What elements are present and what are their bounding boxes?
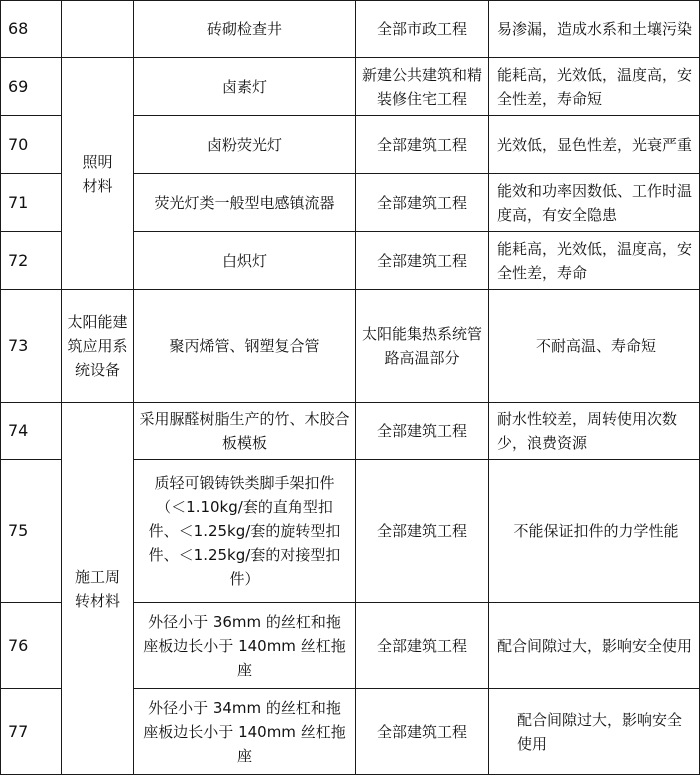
scope-cell: 全部建筑工程	[356, 232, 489, 290]
table-row	[1, 403, 700, 460]
scope-cell: 全部建筑工程	[356, 116, 489, 174]
material-name: 质轻可锻铸铁类脚手架扣件（＜1.10kg/套的直角型扣件、＜1.25kg/套的旋转型扣件、＜1.25kg/套的对接型扣件）	[134, 460, 356, 603]
material-name: 聚丙烯管、钢塑复合管	[134, 290, 356, 403]
material-name: 卤粉荧光灯	[134, 116, 356, 174]
scope-cell: 太阳能集热系统管路高温部分	[356, 290, 489, 403]
row-number: 73	[1, 290, 62, 403]
material-name: 白炽灯	[134, 232, 356, 290]
reason-cell: 不能保证扣件的力学性能	[489, 460, 700, 603]
reason-cell: 配合间隙过大，影响安全使用	[489, 603, 700, 689]
reason-cell: 能效和功率因数低、工作时温度高，有安全隐患	[489, 174, 700, 232]
row-number: 76	[1, 603, 62, 689]
row-number: 72	[1, 232, 62, 290]
row-number: 75	[1, 460, 62, 603]
material-name: 外径小于 34mm 的丝杠和拖座板边长小于 140mm 丝杠拖座	[134, 689, 356, 775]
category-cell: 太阳能建筑应用系统设备	[62, 290, 134, 403]
category-cell: 施工周转材料	[62, 403, 134, 775]
scope-cell: 全部建筑工程	[356, 689, 489, 775]
reason-cell: 光效低，显色性差，光衰严重	[489, 116, 700, 174]
category-cell	[62, 1, 134, 58]
row-number: 74	[1, 403, 62, 460]
scope-cell: 全部建筑工程	[356, 460, 489, 603]
material-name: 砖砌检查井	[134, 1, 356, 58]
reason-cell: 能耗高，光效低，温度高，安全性差，寿命	[489, 232, 700, 290]
scope-cell: 全部建筑工程	[356, 603, 489, 689]
material-name: 外径小于 36mm 的丝杠和拖座板边长小于 140mm 丝杠拖座	[134, 603, 356, 689]
reason-cell: 不耐高温、寿命短	[489, 290, 700, 403]
table-row	[1, 58, 700, 116]
material-name: 卤素灯	[134, 58, 356, 116]
material-name: 荧光灯类一般型电感镇流器	[134, 174, 356, 232]
scope-cell: 全部建筑工程	[356, 403, 489, 460]
row-number: 71	[1, 174, 62, 232]
reason-cell: 易渗漏，造成水系和土壤污染	[489, 1, 700, 58]
table-row	[1, 290, 700, 403]
reason-cell: 配合间隙过大，影响安全使用	[489, 689, 700, 775]
scope-cell: 全部市政工程	[356, 1, 489, 58]
scope-cell: 全部建筑工程	[356, 174, 489, 232]
category-cell: 照明材料	[62, 58, 134, 290]
row-number: 68	[1, 1, 62, 58]
reason-cell: 能耗高，光效低，温度高，安全性差，寿命短	[489, 58, 700, 116]
row-number: 70	[1, 116, 62, 174]
row-number: 77	[1, 689, 62, 775]
reason-cell: 耐水性较差，周转使用次数少，浪费资源	[489, 403, 700, 460]
table-row	[1, 1, 700, 58]
scope-cell: 新建公共建筑和精装修住宅工程	[356, 58, 489, 116]
row-number: 69	[1, 58, 62, 116]
material-name: 采用脲醛树脂生产的竹、木胶合板模板	[134, 403, 356, 460]
